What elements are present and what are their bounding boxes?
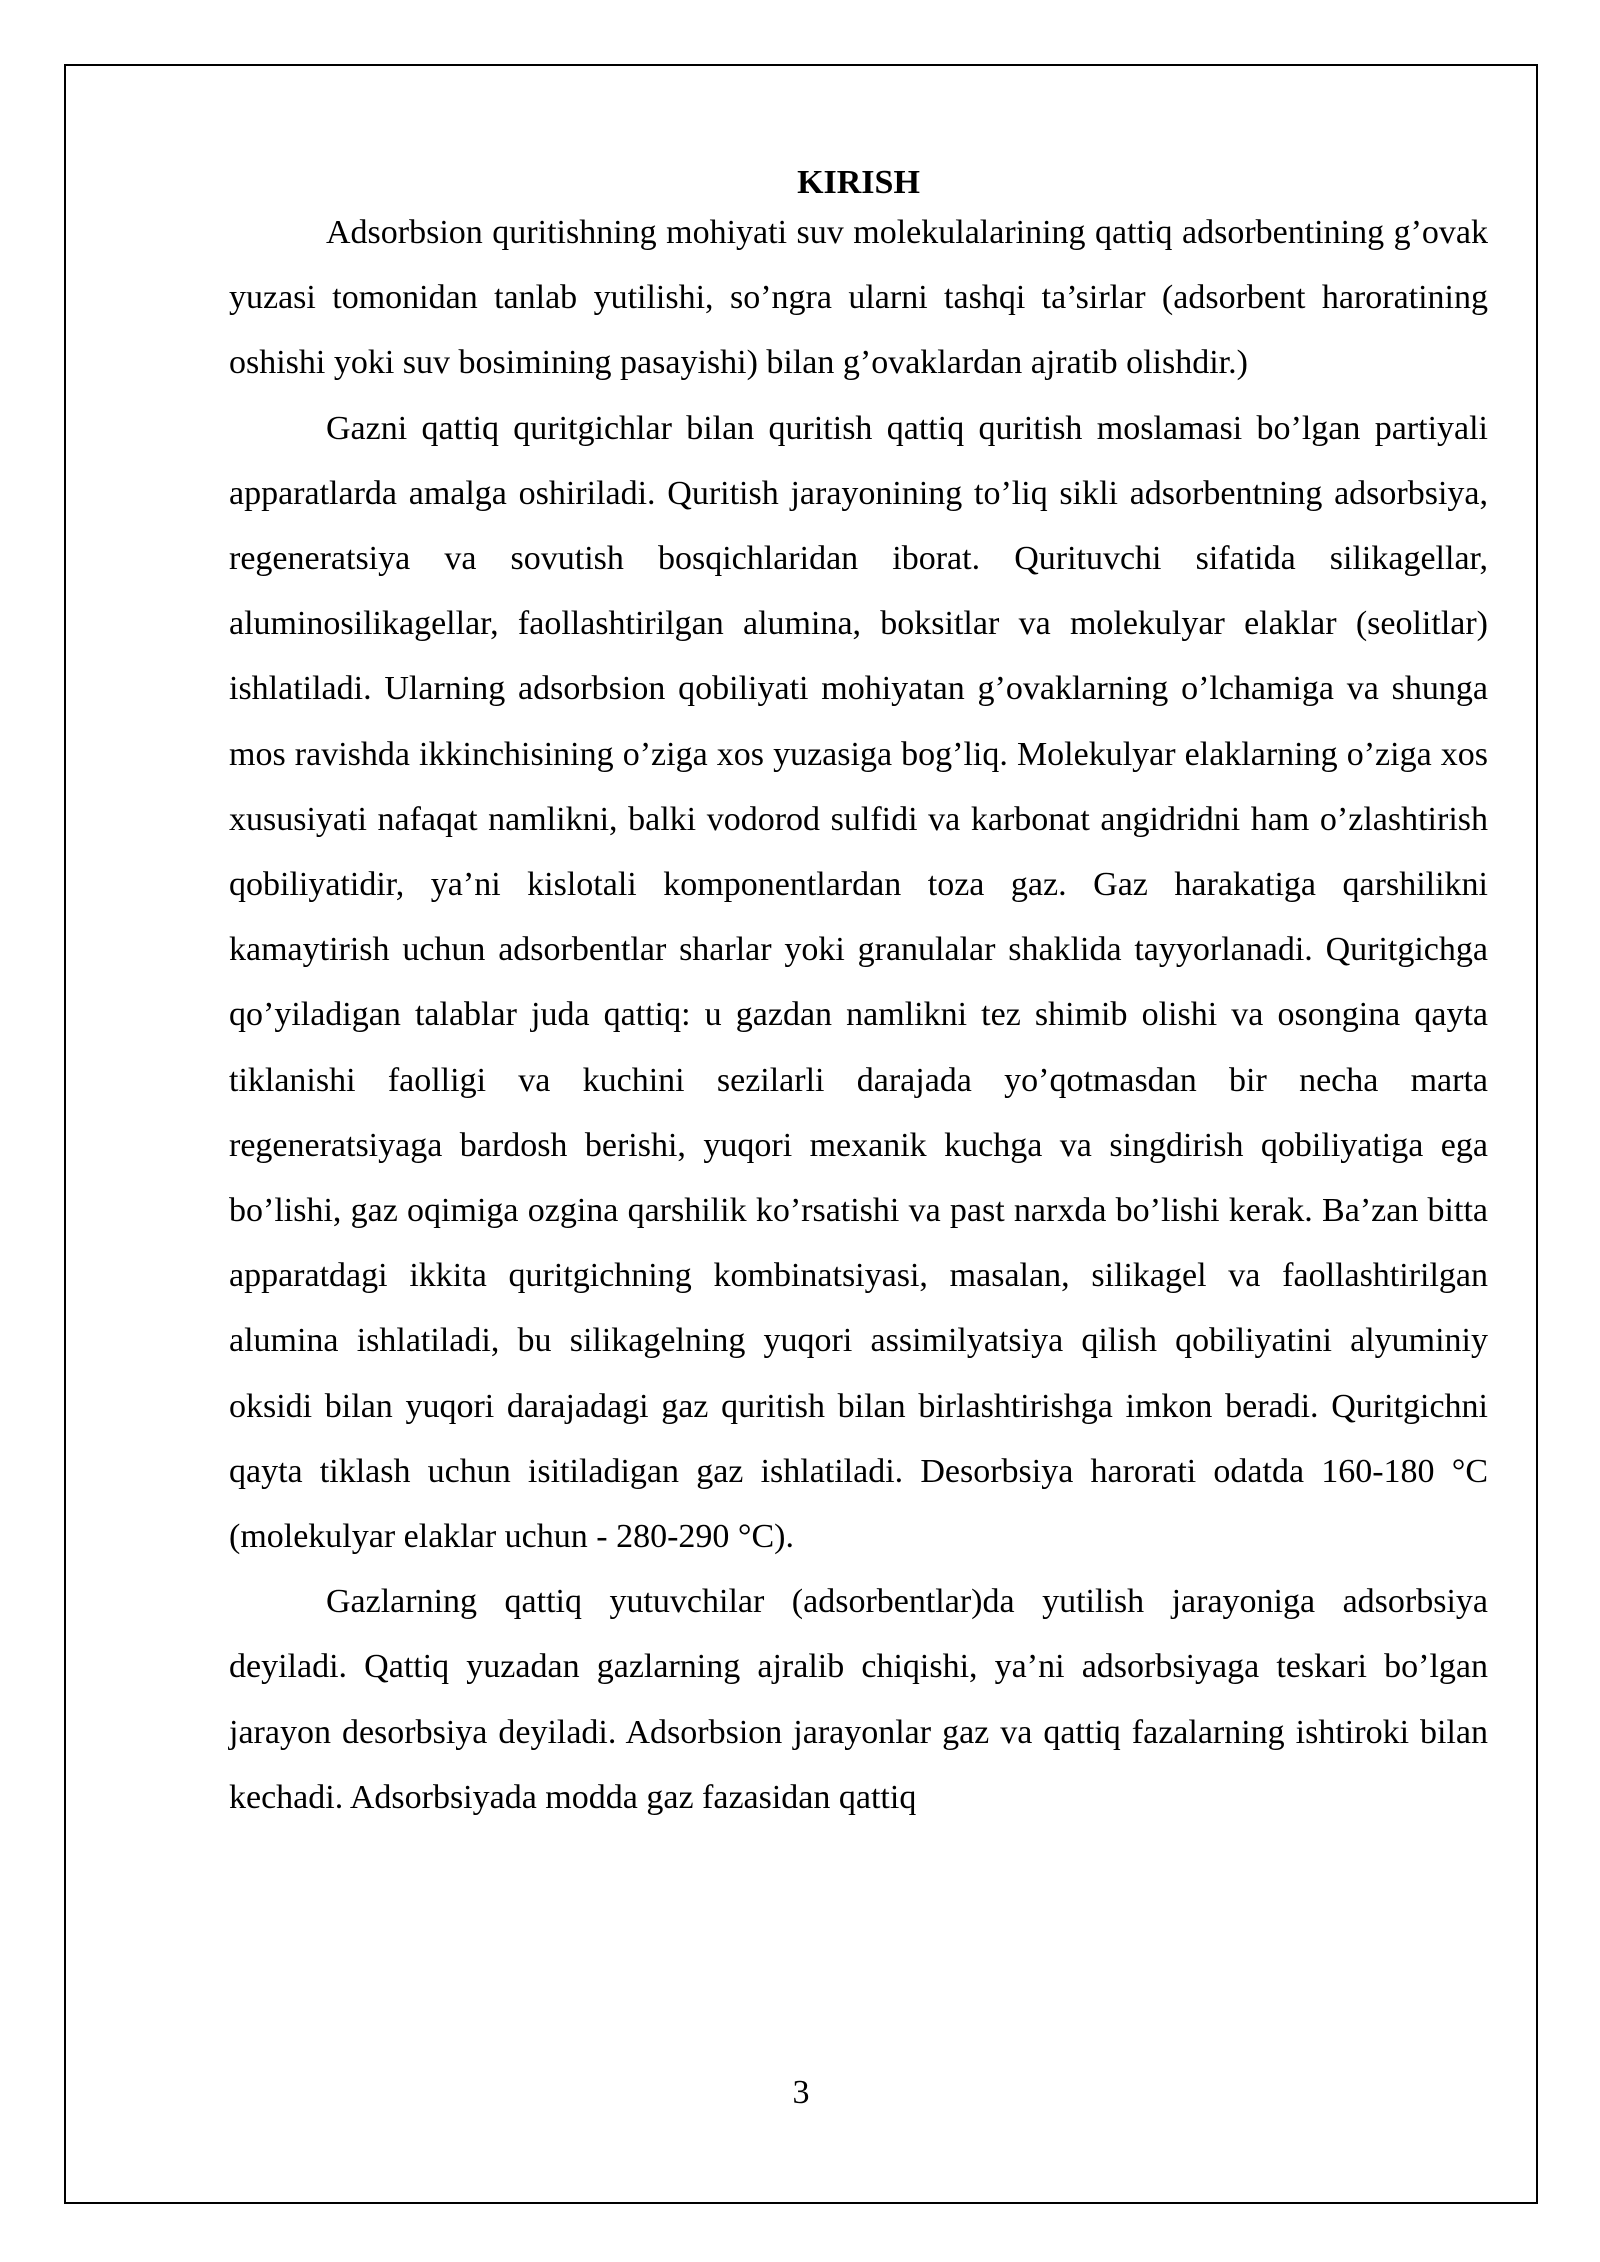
paragraph-1: Adsorbsion quritishning mohiyati suv molekulalarining qattiq adsorbentining g’ovak yuzasi tomonidan tanlab yutilishi, so’ngra ularni tashqi ta’sirlar (adsorbent haroratining oshishi yoki suv bosimining pasayishi) bilan g’ovaklardan ajratib olishdir.)	[229, 214, 1488, 382]
page-number: 3	[792, 2074, 810, 2111]
paragraph-3: Gazlarning qattiq yutuvchilar (adsorbentlar)da yutilish jarayoniga adsorbsiya deyiladi. Qattiq yuzadan gazlarning ajralib chiqishi, ya’ni adsorbsiyaga teskari bo’lgan jarayon desorbsiya deyiladi. Adsorbsion jarayonlar gaz va qattiq fazalarning ishtiroki bilan kechadi. Adsorbsiyada modda gaz fazasidan qattiq	[229, 1583, 1488, 1816]
page-content	[229, 150, 1488, 1830]
page-title: KIRISH	[797, 164, 920, 201]
paragraph-2: Gazni qattiq quritgichlar bilan quritish qattiq quritish moslamasi bo’lgan partiyali apparatlarda amalga oshiriladi. Quritish jarayonining to’liq sikli adsorbentning adsorbsiya, regeneratsiya va sovutish bosqichlaridan iborat. Qurituvchi sifatida silikagellar, aluminosilikagellar, faollashtirilgan alumina, boksitlar va molekulyar elaklar (seolitlar) ishlatiladi. Ularning adsorbsion qobiliyati mohiyatan g’ovaklarning o’lchamiga va shunga mos ravishda ikkinchisining o’ziga xos yuzasiga bog’liq. Molekulyar elaklarning o’ziga xos xususiyati nafaqat namlikni, balki vodorod sulfidi va karbonat angidridni ham o’zlashtirish qobiliyatidir, ya’ni kislotali komponentlardan toza gaz. Gaz harakatiga qarshilikni kamaytirish uchun adsorbentlar sharlar yoki granulalar shaklida tayyorlanadi. Quritgichga qo’yiladigan talablar juda qattiq: u gazdan namlikni tez shimib olishi va osongina qayta tiklanishi faolligi va kuchini sezilarli darajada yo’qotmasdan bir necha marta regeneratsiyaga bardosh berishi, yuqori mexanik kuchga va singdirish qobiliyatiga ega bo’lishi, gaz oqimiga ozgina qarshilik ko’rsatishi va past narxda bo’lishi kerak. Ba’zan bitta apparatdagi ikkita quritgichning kombinatsiyasi, masalan, silikagel va faollashtirilgan alumina ishlatiladi, bu silikagelning yuqori assimilyatsiya qilish qobiliyatini alyuminiy oksidi bilan yuqori darajadagi gaz quritish bilan birlashtirishga imkon beradi. Quritgichni qayta tiklash uchun isitiladigan gaz ishlatiladi. Desorbsiya harorati odatda 160-180 °C (molekulyar elaklar uchun - 280-290 °C).	[229, 409, 1488, 1556]
